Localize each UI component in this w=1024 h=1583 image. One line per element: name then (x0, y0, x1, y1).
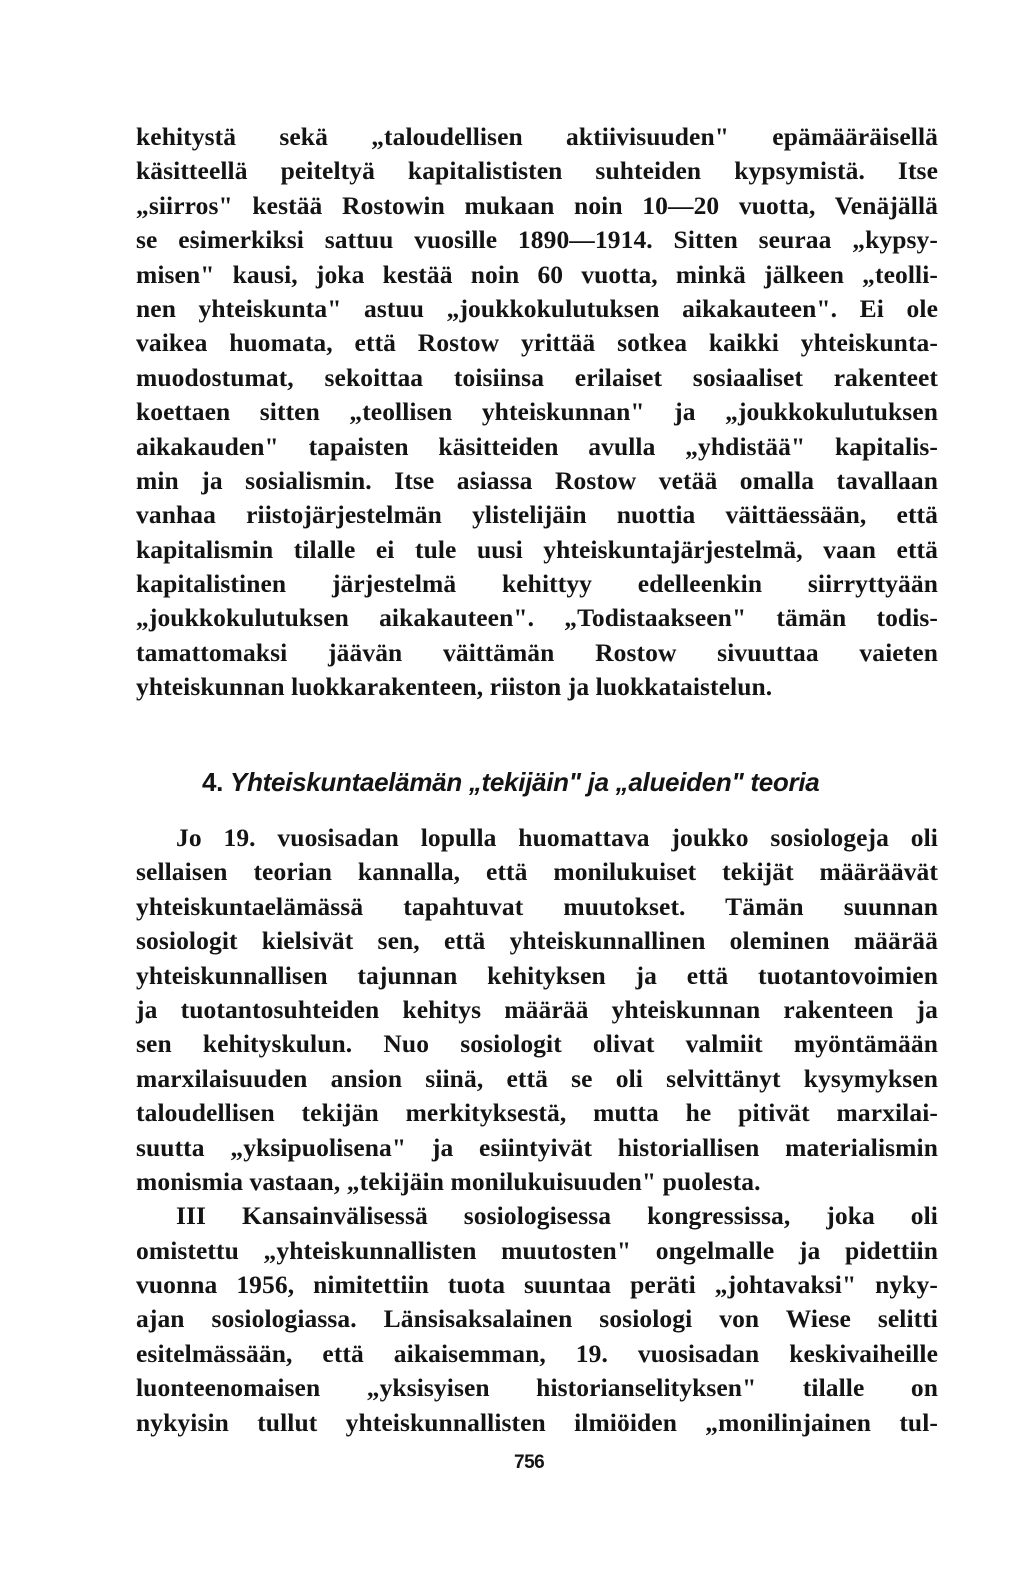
text-line: misen" kausi, joka kestää noin 60 vuotta, minkä jälkeen „teolli- (136, 259, 938, 289)
text-line: se esimerkiksi sattuu vuosille 1890—1914. Sitten seuraa „kypsy- (136, 225, 938, 255)
text-line: kapitalismin tilalle ei tule uusi yhteiskuntajärjestelmä, vaan että (136, 534, 938, 564)
text-line: esitelmässään, että aikaisemman, 19. vuosisadan keskivaiheille (136, 1338, 938, 1368)
text-line: min ja sosialismin. Itse asiassa Rostow vetää omalla tavallaan (136, 465, 938, 495)
text-line: „siirros" kestää Rostowin mukaan noin 10—20 vuotta, Venäjällä (136, 190, 938, 220)
text-line: yhteiskunnan luokkarakenteen, riiston ja luokkataistelun. (136, 672, 773, 702)
text-line: aikakauden" tapaisten käsitteiden avulla „yhdistää" kapitalis- (136, 431, 938, 461)
text-line: suutta „yksipuolisena" ja esiintyivät historiallisen materialismin (136, 1132, 938, 1162)
text-line: nykyisin tullut yhteiskunnallisten ilmiöiden „monilinjainen tul- (136, 1407, 938, 1437)
text-line: ajan sosiologiassa. Länsisaksalainen sosiologi von Wiese selitti (136, 1304, 938, 1334)
section-title: Yhteiskuntaelämän „tekijäin" ja „alueiden" teoria (230, 767, 820, 797)
section-number: 4. (202, 767, 224, 797)
text-line: koettaen sitten „teollisen yhteiskunnan" ja „joukkokulutuksen (136, 397, 938, 427)
text-line: vuonna 1956, nimitettiin tuota suuntaa peräti „johtavaksi" nyky- (136, 1270, 938, 1300)
text-line: omistettu „yhteiskunnallisten muutosten" ongelmalle ja pidettiin (136, 1235, 938, 1265)
text-line: yhteiskunnallisen tajunnan kehityksen ja että tuotantovoimien (136, 960, 938, 990)
text-line: sosiologit kielsivät sen, että yhteiskunnallinen oleminen määrää (136, 926, 938, 956)
paragraph-1 (136, 120, 938, 705)
text-line: „joukkokulutuksen aikakauteen". „Todistaakseen" tämän todis- (136, 603, 938, 633)
text-line: muodostumat, sekoittaa toisiinsa erilaiset sosiaaliset rakenteet (136, 362, 938, 392)
text-line: käsitteellä peiteltyä kapitalististen suhteiden kypsymistä. Itse (136, 156, 938, 186)
section-heading (202, 765, 819, 799)
text-line: yhteiskuntaelämässä tapahtuvat muutokset. Tämän suunnan (136, 891, 938, 921)
text-line: kehitystä sekä „taloudellisen aktiivisuuden" epämääräisellä (136, 122, 938, 151)
text-line: sellaisen teorian kannalla, että monilukuiset tekijät määräävät (136, 857, 938, 887)
text-line: monismia vastaan, „tekijäin monilukuisuuden" puolesta. (136, 1166, 761, 1196)
text-line: vaikea huomata, että Rostow yrittää sotkea kaikki yhteiskunta- (136, 328, 938, 358)
text-line: Jo 19. vuosisadan lopulla huomattava joukko sosiologeja oli (176, 823, 938, 852)
text-line: marxilaisuuden ansion siinä, että se oli selvittänyt kysymyksen (136, 1063, 938, 1093)
text-line: sen kehityskulun. Nuo sosiologit olivat valmiit myöntämään (136, 1029, 938, 1059)
paragraph-2 (136, 821, 938, 1440)
text-line: taloudellisen tekijän merkityksestä, mutta he pitivät marxilai- (136, 1098, 938, 1128)
text-line: vanhaa riistojärjestelmän ylistelijäin nuottia väittäessään, että (136, 500, 938, 530)
text-line: nen yhteiskunta" astuu „joukkokulutuksen aikakauteen". Ei ole (136, 293, 938, 323)
text-line: III Kansainvälisessä sosiologisessa kongressissa, joka oli (176, 1201, 938, 1231)
text-line: kapitalistinen järjestelmä kehittyy edelleenkin siirryttyään (136, 569, 938, 599)
text-line: tamattomaksi jäävän väittämän Rostow sivuuttaa vaieten (136, 637, 938, 667)
text-line: luonteenomaisen „yksisyisen historianselityksen" tilalle on (136, 1373, 938, 1403)
text-line: ja tuotantosuhteiden kehitys määrää yhteiskunnan rakenteen ja (136, 994, 938, 1024)
page-number: 756 (514, 1452, 545, 1473)
